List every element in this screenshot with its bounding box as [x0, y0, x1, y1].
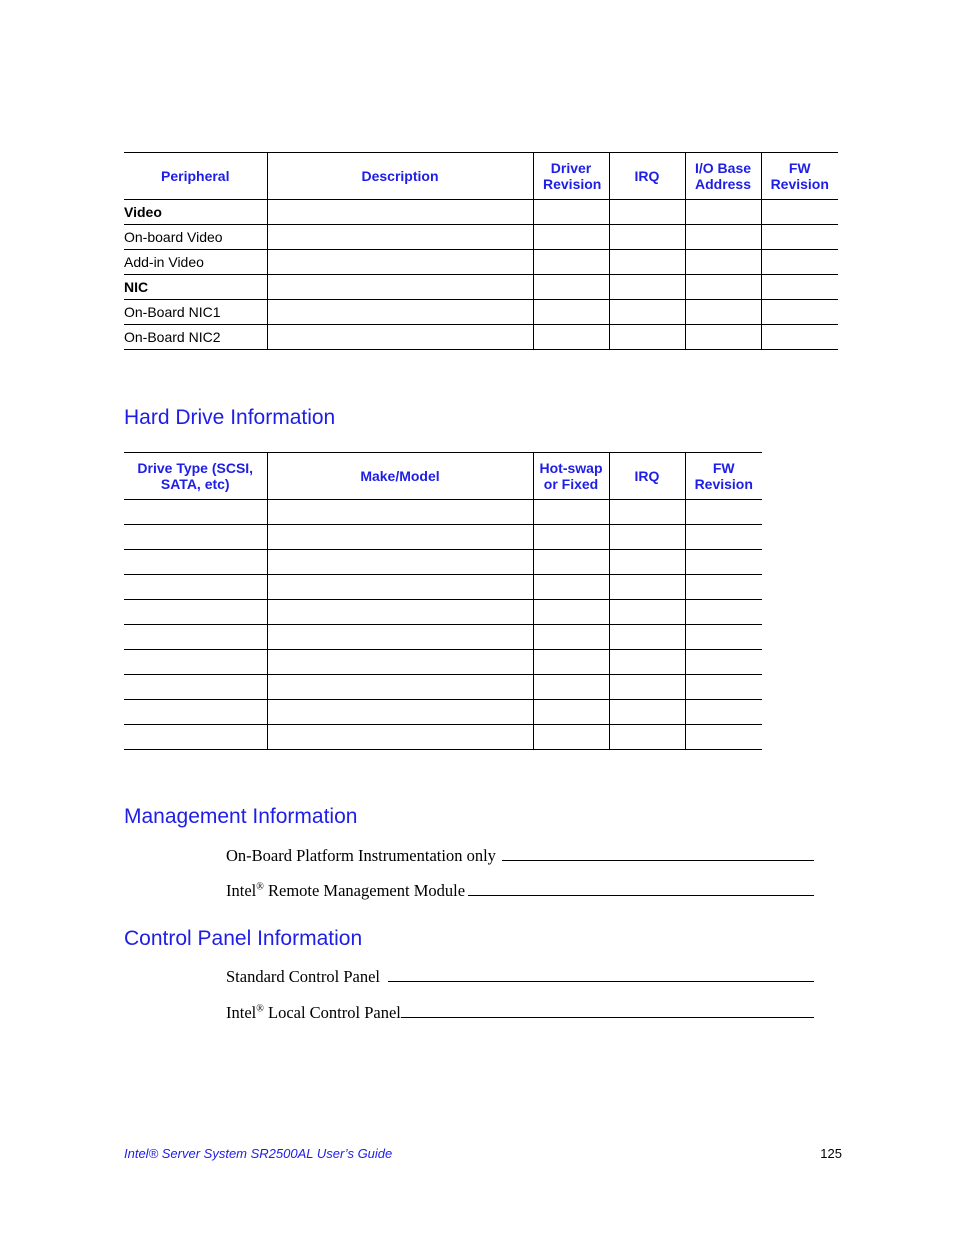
table-cell[interactable] — [267, 300, 533, 325]
table-cell[interactable] — [685, 525, 762, 550]
table-row — [124, 525, 762, 550]
table-cell[interactable] — [533, 200, 609, 225]
table-cell[interactable] — [609, 675, 685, 700]
table-cell[interactable] — [267, 325, 533, 350]
table-cell[interactable] — [533, 600, 609, 625]
table-cell[interactable] — [609, 525, 685, 550]
table-cell[interactable] — [685, 575, 762, 600]
table-cell[interactable] — [609, 650, 685, 675]
management-heading: Management Information — [124, 805, 358, 828]
table-row — [124, 600, 762, 625]
peripheral-label: Add-in Video — [124, 250, 267, 275]
footer-page-number: 125 — [820, 1146, 842, 1161]
field-label: Standard Control Panel — [226, 967, 380, 986]
table-cell[interactable] — [685, 275, 761, 300]
peripheral-table — [124, 152, 838, 350]
table-cell[interactable] — [533, 550, 609, 575]
table-cell[interactable] — [685, 200, 761, 225]
table-cell[interactable] — [533, 500, 609, 525]
hard-drive-header-row — [124, 453, 762, 500]
table-cell[interactable] — [609, 625, 685, 650]
table-cell[interactable] — [685, 650, 762, 675]
table-row — [124, 500, 762, 525]
peripheral-label: On-board Video — [124, 225, 267, 250]
table-row — [124, 225, 838, 250]
table-cell[interactable] — [533, 225, 609, 250]
table-cell[interactable] — [124, 575, 267, 600]
management-field-platform-instrumentation[interactable] — [226, 846, 814, 866]
table-cell[interactable] — [124, 600, 267, 625]
table-cell[interactable] — [761, 325, 838, 350]
col-header-irq: IRQ — [609, 153, 685, 200]
table-cell[interactable] — [267, 625, 533, 650]
hard-drive-heading: Hard Drive Information — [124, 406, 336, 429]
group-label: NIC — [124, 275, 267, 300]
field-label: Intel® Remote Management Module — [226, 881, 466, 900]
table-cell[interactable] — [267, 525, 533, 550]
peripheral-label: On-Board NIC1 — [124, 300, 267, 325]
control-panel-field-local[interactable] — [226, 1003, 814, 1023]
table-cell[interactable] — [685, 625, 762, 650]
table-cell[interactable] — [267, 575, 533, 600]
table-cell[interactable] — [685, 550, 762, 575]
col-header-make-model: Make/Model — [267, 453, 533, 500]
table-cell[interactable] — [533, 700, 609, 725]
table-cell[interactable] — [533, 575, 609, 600]
table-cell[interactable] — [124, 675, 267, 700]
table-cell[interactable] — [609, 225, 685, 250]
control-panel-heading: Control Panel Information — [124, 927, 363, 950]
table-row — [124, 325, 838, 350]
table-cell[interactable] — [267, 675, 533, 700]
table-cell[interactable] — [267, 500, 533, 525]
col-header-hot-swap: Hot-swap or Fixed — [533, 453, 609, 500]
table-row — [124, 725, 762, 750]
table-cell[interactable] — [267, 650, 533, 675]
table-cell[interactable] — [124, 500, 267, 525]
fill-in-line[interactable] — [468, 895, 814, 896]
table-cell[interactable] — [267, 600, 533, 625]
footer-document-title: Intel® Server System SR2500AL User’s Guide — [124, 1146, 393, 1161]
table-cell[interactable] — [533, 525, 609, 550]
table-cell[interactable] — [533, 625, 609, 650]
table-cell[interactable] — [609, 700, 685, 725]
table-cell[interactable] — [609, 725, 685, 750]
fill-in-line[interactable] — [502, 860, 814, 861]
table-row — [124, 650, 762, 675]
table-cell[interactable] — [761, 250, 838, 275]
table-row — [124, 200, 838, 225]
col-header-fw-revision: FW Revision — [761, 153, 838, 200]
field-label: Intel® Local Control Panel — [226, 1003, 401, 1022]
table-cell[interactable] — [609, 550, 685, 575]
table-row — [124, 550, 762, 575]
table-cell[interactable] — [609, 275, 685, 300]
table-row — [124, 575, 762, 600]
fill-in-line[interactable] — [388, 981, 814, 982]
table-row — [124, 700, 762, 725]
table-cell[interactable] — [267, 275, 533, 300]
table-cell[interactable] — [609, 300, 685, 325]
col-header-fw-revision: FW Revision — [685, 453, 762, 500]
table-cell[interactable] — [533, 650, 609, 675]
table-row — [124, 250, 838, 275]
control-panel-field-standard[interactable] — [226, 967, 814, 987]
hard-drive-table — [124, 452, 762, 750]
table-cell[interactable] — [124, 625, 267, 650]
table-cell[interactable] — [761, 200, 838, 225]
fill-in-line[interactable] — [401, 1017, 814, 1018]
table-cell[interactable] — [685, 325, 761, 350]
group-label: Video — [124, 200, 267, 225]
table-cell[interactable] — [685, 700, 762, 725]
table-cell[interactable] — [609, 575, 685, 600]
col-header-driver-revision: Driver Revision — [533, 153, 609, 200]
table-cell[interactable] — [124, 650, 267, 675]
col-header-peripheral: Peripheral — [124, 153, 267, 200]
table-cell[interactable] — [533, 275, 609, 300]
table-cell[interactable] — [267, 700, 533, 725]
table-row — [124, 625, 762, 650]
table-cell[interactable] — [609, 500, 685, 525]
table-cell[interactable] — [124, 700, 267, 725]
table-cell[interactable] — [533, 325, 609, 350]
table-cell[interactable] — [761, 275, 838, 300]
col-header-drive-type: Drive Type (SCSI, SATA, etc) — [124, 453, 267, 500]
table-cell[interactable] — [685, 675, 762, 700]
table-row — [124, 675, 762, 700]
table-cell[interactable] — [685, 225, 761, 250]
table-cell[interactable] — [685, 600, 762, 625]
table-cell[interactable] — [533, 725, 609, 750]
table-row — [124, 300, 838, 325]
management-field-remote-management-module[interactable] — [226, 881, 814, 901]
table-cell[interactable] — [685, 725, 762, 750]
table-cell[interactable] — [685, 250, 761, 275]
table-cell[interactable] — [533, 300, 609, 325]
table-row — [124, 275, 838, 300]
table-cell[interactable] — [685, 500, 762, 525]
col-header-irq: IRQ — [609, 453, 685, 500]
table-cell[interactable] — [124, 725, 267, 750]
peripheral-header-row — [124, 153, 838, 200]
col-header-io-base-address: I/O Base Address — [685, 153, 761, 200]
table-cell[interactable] — [761, 300, 838, 325]
table-cell[interactable] — [267, 225, 533, 250]
table-cell[interactable] — [267, 550, 533, 575]
table-cell[interactable] — [267, 725, 533, 750]
table-cell[interactable] — [761, 225, 838, 250]
peripheral-label: On-Board NIC2 — [124, 325, 267, 350]
table-cell[interactable] — [267, 250, 533, 275]
table-cell[interactable] — [533, 250, 609, 275]
table-cell[interactable] — [609, 600, 685, 625]
table-cell[interactable] — [533, 675, 609, 700]
col-header-description: Description — [267, 153, 533, 200]
table-cell[interactable] — [609, 325, 685, 350]
table-cell[interactable] — [267, 200, 533, 225]
table-cell[interactable] — [685, 300, 761, 325]
table-cell[interactable] — [609, 250, 685, 275]
table-cell[interactable] — [124, 550, 267, 575]
table-cell[interactable] — [609, 200, 685, 225]
field-label: On-Board Platform Instrumentation only — [226, 846, 496, 865]
table-cell[interactable] — [124, 525, 267, 550]
